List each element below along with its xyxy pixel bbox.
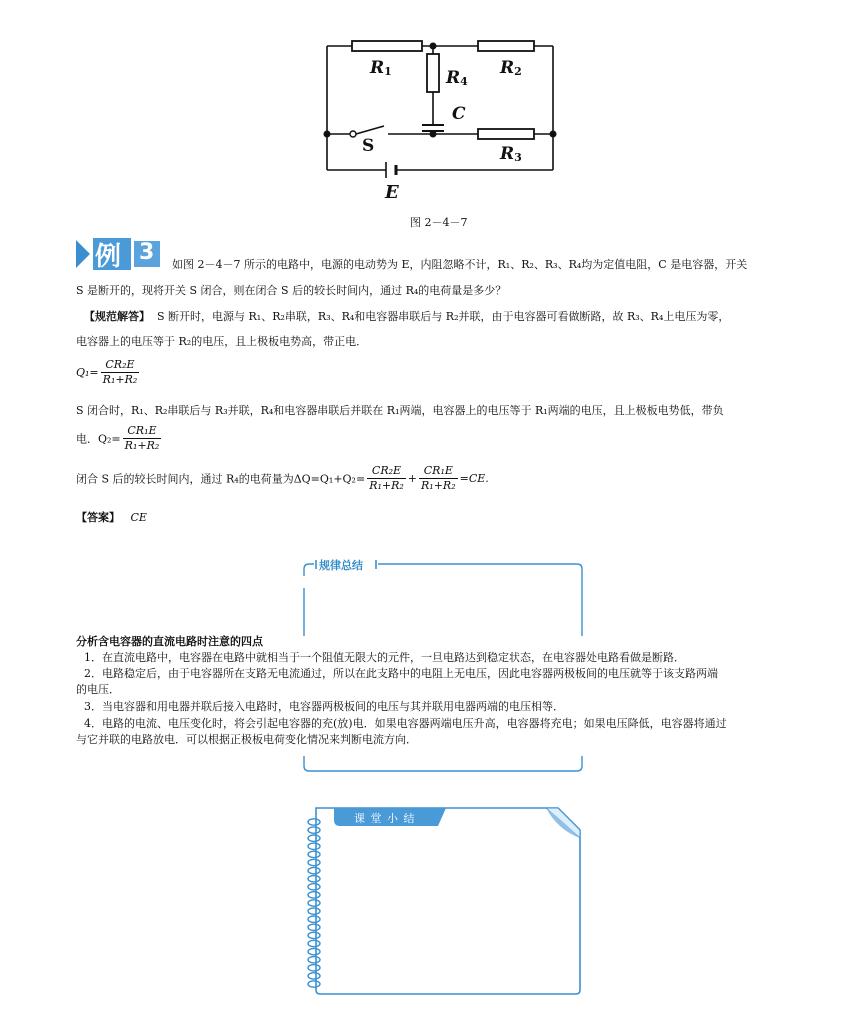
label-s: S xyxy=(362,136,375,156)
label-c: C xyxy=(452,104,466,124)
battery-e xyxy=(386,162,396,178)
resistor-r1 xyxy=(352,41,422,51)
resistor-r4 xyxy=(427,54,439,92)
rule-item-4b: 与它并联的电路放电．可以根据正极板电荷变化情况来判断电流方向． xyxy=(76,733,417,746)
label-r1: $R_1$ xyxy=(370,58,392,78)
circuit-diagram xyxy=(310,30,570,215)
label-r3: $R_3$ xyxy=(500,144,522,164)
example-line-2: S 是断开的，现将开关 S 闭合，则在闭合 S 后的较长时间内，通过 R₄的电荷量是多少？ xyxy=(76,284,507,297)
label-e: E xyxy=(385,182,399,203)
formula-q2: 电．Q₂= $\frac{\text{CR₁E}}{\text{R₁+R₂}}$ xyxy=(76,424,160,452)
rule-item-3: 3．当电容器和用电器并联后接入电路时，电容器两极板间的电压与其并联用电器两端的电压相等． xyxy=(84,700,564,713)
resistor-r2 xyxy=(478,41,534,51)
label-r2: $R_2$ xyxy=(500,58,522,78)
capacitor-c xyxy=(422,125,444,131)
solution-p1a: 【规范解答】 S 断开时，电源与 R₁、R₂串联，R₃、R₄和电容器串联后与 R₂并联，由于电容器可看做断路，故 R₃、R₄上电压为零， xyxy=(84,310,730,323)
answer: 【答案】 CE xyxy=(76,511,147,524)
example-badge: 例 3 xyxy=(76,238,164,270)
solution-p3: 闭合 S 后的较长时间内，通过 R₄的电荷量为ΔQ=Q₁+Q₂= $\frac{\text{CR₂E}}{\text{R₁+R₂}}$ + $\frac{\text{CR₁E}}{\text{R₁+R₂}}$ =CE. xyxy=(76,464,489,492)
rule-item-4a: 4．电路的电流、电压变化时，将会引起电容器的充(放)电．如果电容器两端电压升高，电容器将充电；如果电压降低，电容器将通过 xyxy=(84,717,727,730)
rule-item-2a: 2．电路稳定后，由于电容器所在支路无电流通过，所以在此支路中的电阻上无电压，因此电容器两极板间的电压就等于该支路两端 xyxy=(84,667,718,680)
rule-box-title: 规律总结 xyxy=(319,559,363,572)
formula-q1: Q₁= $\frac{\text{CR₂E}}{\text{R₁+R₂}}$ xyxy=(76,358,138,386)
resistor-r3 xyxy=(478,129,534,139)
rule-item-1: 1．在直流电路中，电容器在电路中就相当于一个阻值无限大的元件，一旦电路达到稳定状态，在电容器处电路看做是断路． xyxy=(84,651,685,664)
example-line-1: 如图 2－4－7 所示的电路中，电源的电动势为 E，内阻忽略不计，R₁、R₂、R₃、R₄均为定值电阻，C 是电容器，开关 xyxy=(172,258,748,271)
solution-p1b: 电容器上的电压等于 R₂的电压，且上极板电势高，带正电． xyxy=(76,335,368,348)
summary-card-title: 课 堂 小 结 xyxy=(354,812,416,825)
solution-p2a: S 闭合时，R₁、R₂串联后与 R₃并联，R₄和电容器串联后并联在 R₁两端，电容器上的电压等于 R₁两端的电压，且上极板电势低，带负 xyxy=(76,404,724,417)
figure-caption: 图 2－4－7 xyxy=(410,216,468,229)
label-r4: $R_4$ xyxy=(446,68,468,88)
rule-item-2b: 的电压． xyxy=(76,683,120,696)
rule-heading: 分析含电容器的直流电路时注意的四点 xyxy=(76,635,263,648)
summary-card xyxy=(300,800,585,1000)
